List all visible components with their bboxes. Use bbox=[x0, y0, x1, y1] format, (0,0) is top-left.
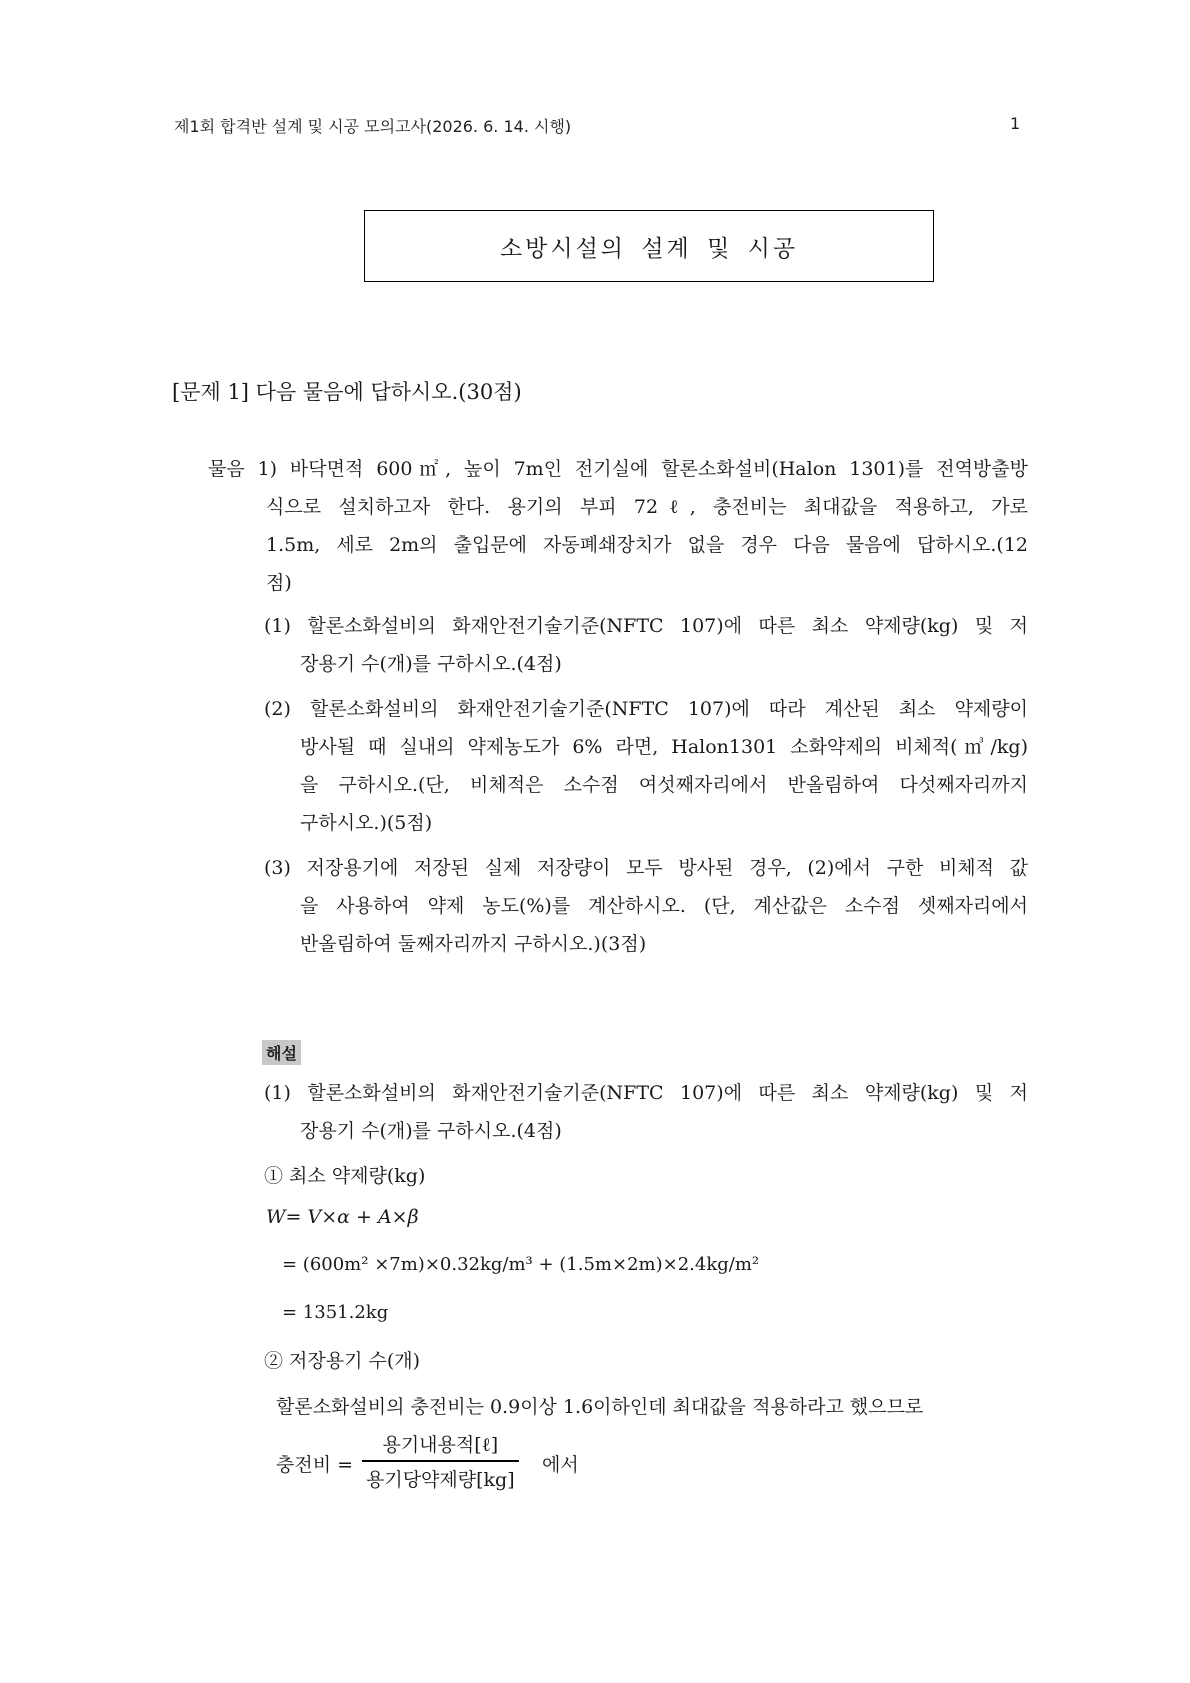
header-title: 제1회 합격반 설계 및 시공 모의고사(2026. 6. 14. 시행) bbox=[174, 117, 572, 136]
ratio-label: 충전비 = bbox=[276, 1454, 354, 1476]
page-number: 1 bbox=[1010, 114, 1021, 133]
step-2-text: 할론소화설비의 충전비는 0.9이상 1.6이하인데 최대값을 적용하라고 했으므로 bbox=[276, 1396, 924, 1418]
formula-result: = 1351.2kg bbox=[282, 1302, 389, 1323]
question-intro-line: 점) bbox=[266, 572, 292, 594]
subquestion-1-line: 장용기 수(개)를 구하시오.(4점) bbox=[300, 653, 562, 675]
subquestion-2-line: 구하시오.)(5점) bbox=[300, 812, 433, 834]
solution-badge: 해설 bbox=[262, 1040, 301, 1065]
solution-subquestion-1-line: (1) 할론소화설비의 화재안전기술기준(NFTC 107)에 따른 최소 약제량(kg) 및 저 bbox=[264, 1082, 1028, 1104]
subquestion-2-line: 방사될 때 실내의 약제농도가 6% 라면, Halon1301 소화약제의 비체적(㎥/kg) bbox=[300, 736, 1028, 758]
ratio-suffix: 에서 bbox=[542, 1454, 579, 1476]
ratio-denominator: 용기당약제량[kg] bbox=[366, 1468, 515, 1491]
ratio-fraction bbox=[362, 1430, 519, 1492]
subquestion-2-line: 을 구하시오.(단, 비체적은 소수점 여섯째자리에서 반올림하여 다섯째자리까지 bbox=[300, 774, 1028, 796]
question-intro-line: 물음 1) 바닥면적 600㎡, 높이 7m인 전기실에 할론소화설비(Halon 1301)를 전역방출방 bbox=[208, 458, 1028, 480]
formula-general: W= V×α + A×β bbox=[266, 1206, 419, 1228]
step-1-title: ① 최소 약제량(kg) bbox=[264, 1165, 426, 1187]
solution-subquestion-1-line: 장용기 수(개)를 구하시오.(4점) bbox=[300, 1120, 562, 1142]
subquestion-3-line: 반올림하여 둘째자리까지 구하시오.)(3점) bbox=[300, 933, 647, 955]
subquestion-3-line: (3) 저장용기에 저장된 실제 저장량이 모두 방사된 경우, (2)에서 구한 비체적 값 bbox=[264, 857, 1028, 879]
question-intro-line: 1.5m, 세로 2m의 출입문에 자동폐쇄장치가 없을 경우 다음 물음에 답하시오.(12 bbox=[266, 534, 1028, 556]
question-heading: [문제 1] 다음 물음에 답하시오.(30점) bbox=[172, 380, 522, 404]
document-title: 소방시설의 설계 및 시공 bbox=[499, 235, 799, 262]
subquestion-2-line: (2) 할론소화설비의 화재안전기술기준(NFTC 107)에 따라 계산된 최소 약제량이 bbox=[264, 698, 1028, 720]
document-title-box bbox=[364, 210, 934, 282]
step-2-title: ② 저장용기 수(개) bbox=[264, 1350, 421, 1372]
question-intro-line: 식으로 설치하고자 한다. 용기의 부피 72ℓ, 충전비는 최대값을 적용하고, 가로 bbox=[266, 496, 1028, 518]
subquestion-1-line: (1) 할론소화설비의 화재안전기술기준(NFTC 107)에 따른 최소 약제량(kg) 및 저 bbox=[264, 615, 1028, 637]
formula-substitution: = (600m² ×7m)×0.32kg/m³ + (1.5m×2m)×2.4kg/m² bbox=[282, 1254, 760, 1275]
ratio-numerator: 용기내용적[ℓ] bbox=[382, 1434, 499, 1456]
subquestion-3-line: 을 사용하여 약제 농도(%)를 계산하시오. (단, 계산값은 소수점 셋째자리에서 bbox=[300, 895, 1028, 917]
